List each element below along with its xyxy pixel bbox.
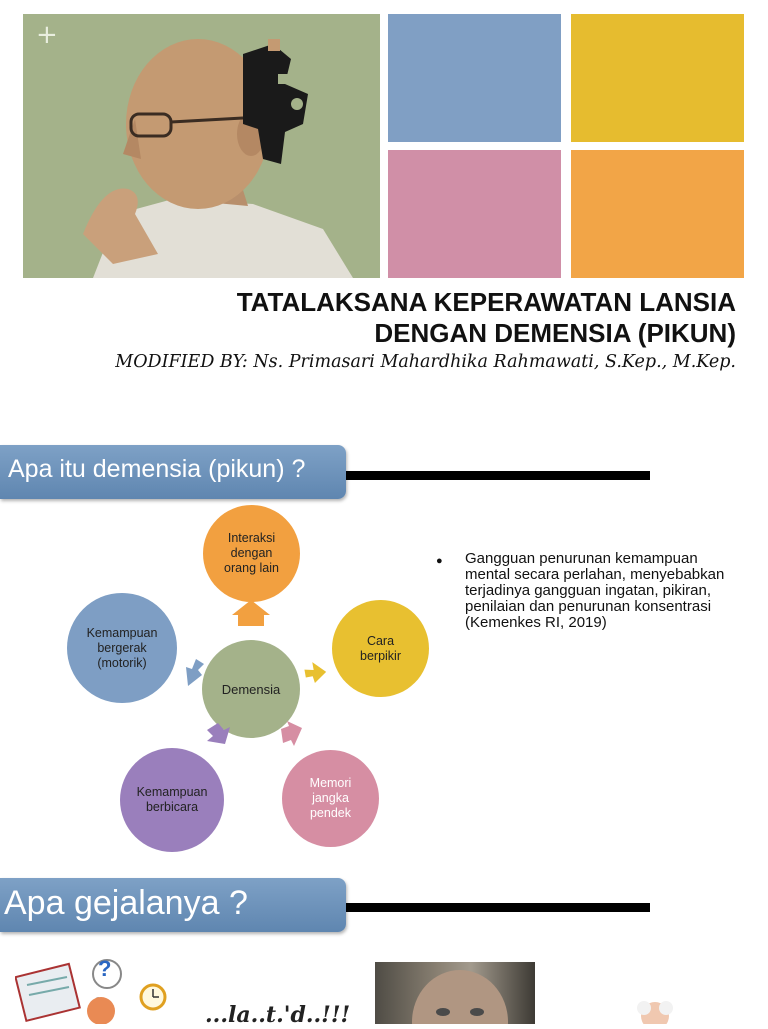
diagram-center-node: Demensia: [202, 640, 300, 738]
definition-text: Gangguan penurunan kemampuan mental secara perlahan, menyebabkan terjadinya gangguan ingatan, pikiran, penilaian dan penurunan konsentrasi (Kemenkes RI, 2019): [465, 550, 725, 631]
woman-face-illustration: [375, 962, 535, 1024]
arrow-left-icon: [186, 659, 204, 686]
arrow-down-right-icon: [281, 721, 302, 746]
arrow-down-left-icon: [207, 723, 230, 744]
bullet-icon: ●: [436, 555, 443, 567]
diagram-node: Kemampuan berbicara: [120, 748, 224, 852]
title-line-1: TATALAKSANA KEPERAWATAN LANSIA: [236, 287, 736, 317]
arrow-right-icon: [303, 660, 327, 684]
diagram-node: Interaksi dengan orang lain: [203, 505, 300, 602]
diagram-node: Memori jangka pendek: [282, 750, 379, 847]
diagram-node: Kemampuan bergerak (motorik): [67, 593, 177, 703]
section-heading: Apa gejalanya ?: [4, 884, 248, 922]
author-credit: MODIFIED BY: Ns. Primasari Mahardhika Rahmawati, S.Kep., M.Kep.: [115, 352, 736, 372]
question-mark-icon: ?: [98, 956, 112, 981]
confused-clipart-icon: [15, 955, 175, 1024]
title-line-2: DENGAN DEMENSIA (PIKUN): [374, 318, 736, 348]
arrow-up-icon: [232, 600, 270, 626]
elderly-cartoon-icon: [630, 996, 680, 1024]
elderly-woman-photo: [375, 962, 535, 1024]
plus-icon: +: [36, 20, 58, 50]
section-heading: Apa itu demensia (pikun) ?: [8, 455, 306, 483]
diagram-node: Cara berpikir: [332, 600, 429, 697]
section-heading-banner: [0, 878, 346, 932]
heading-rule: [346, 903, 650, 912]
symptom-caption: ...la..t.'d..!!!: [205, 1002, 351, 1028]
